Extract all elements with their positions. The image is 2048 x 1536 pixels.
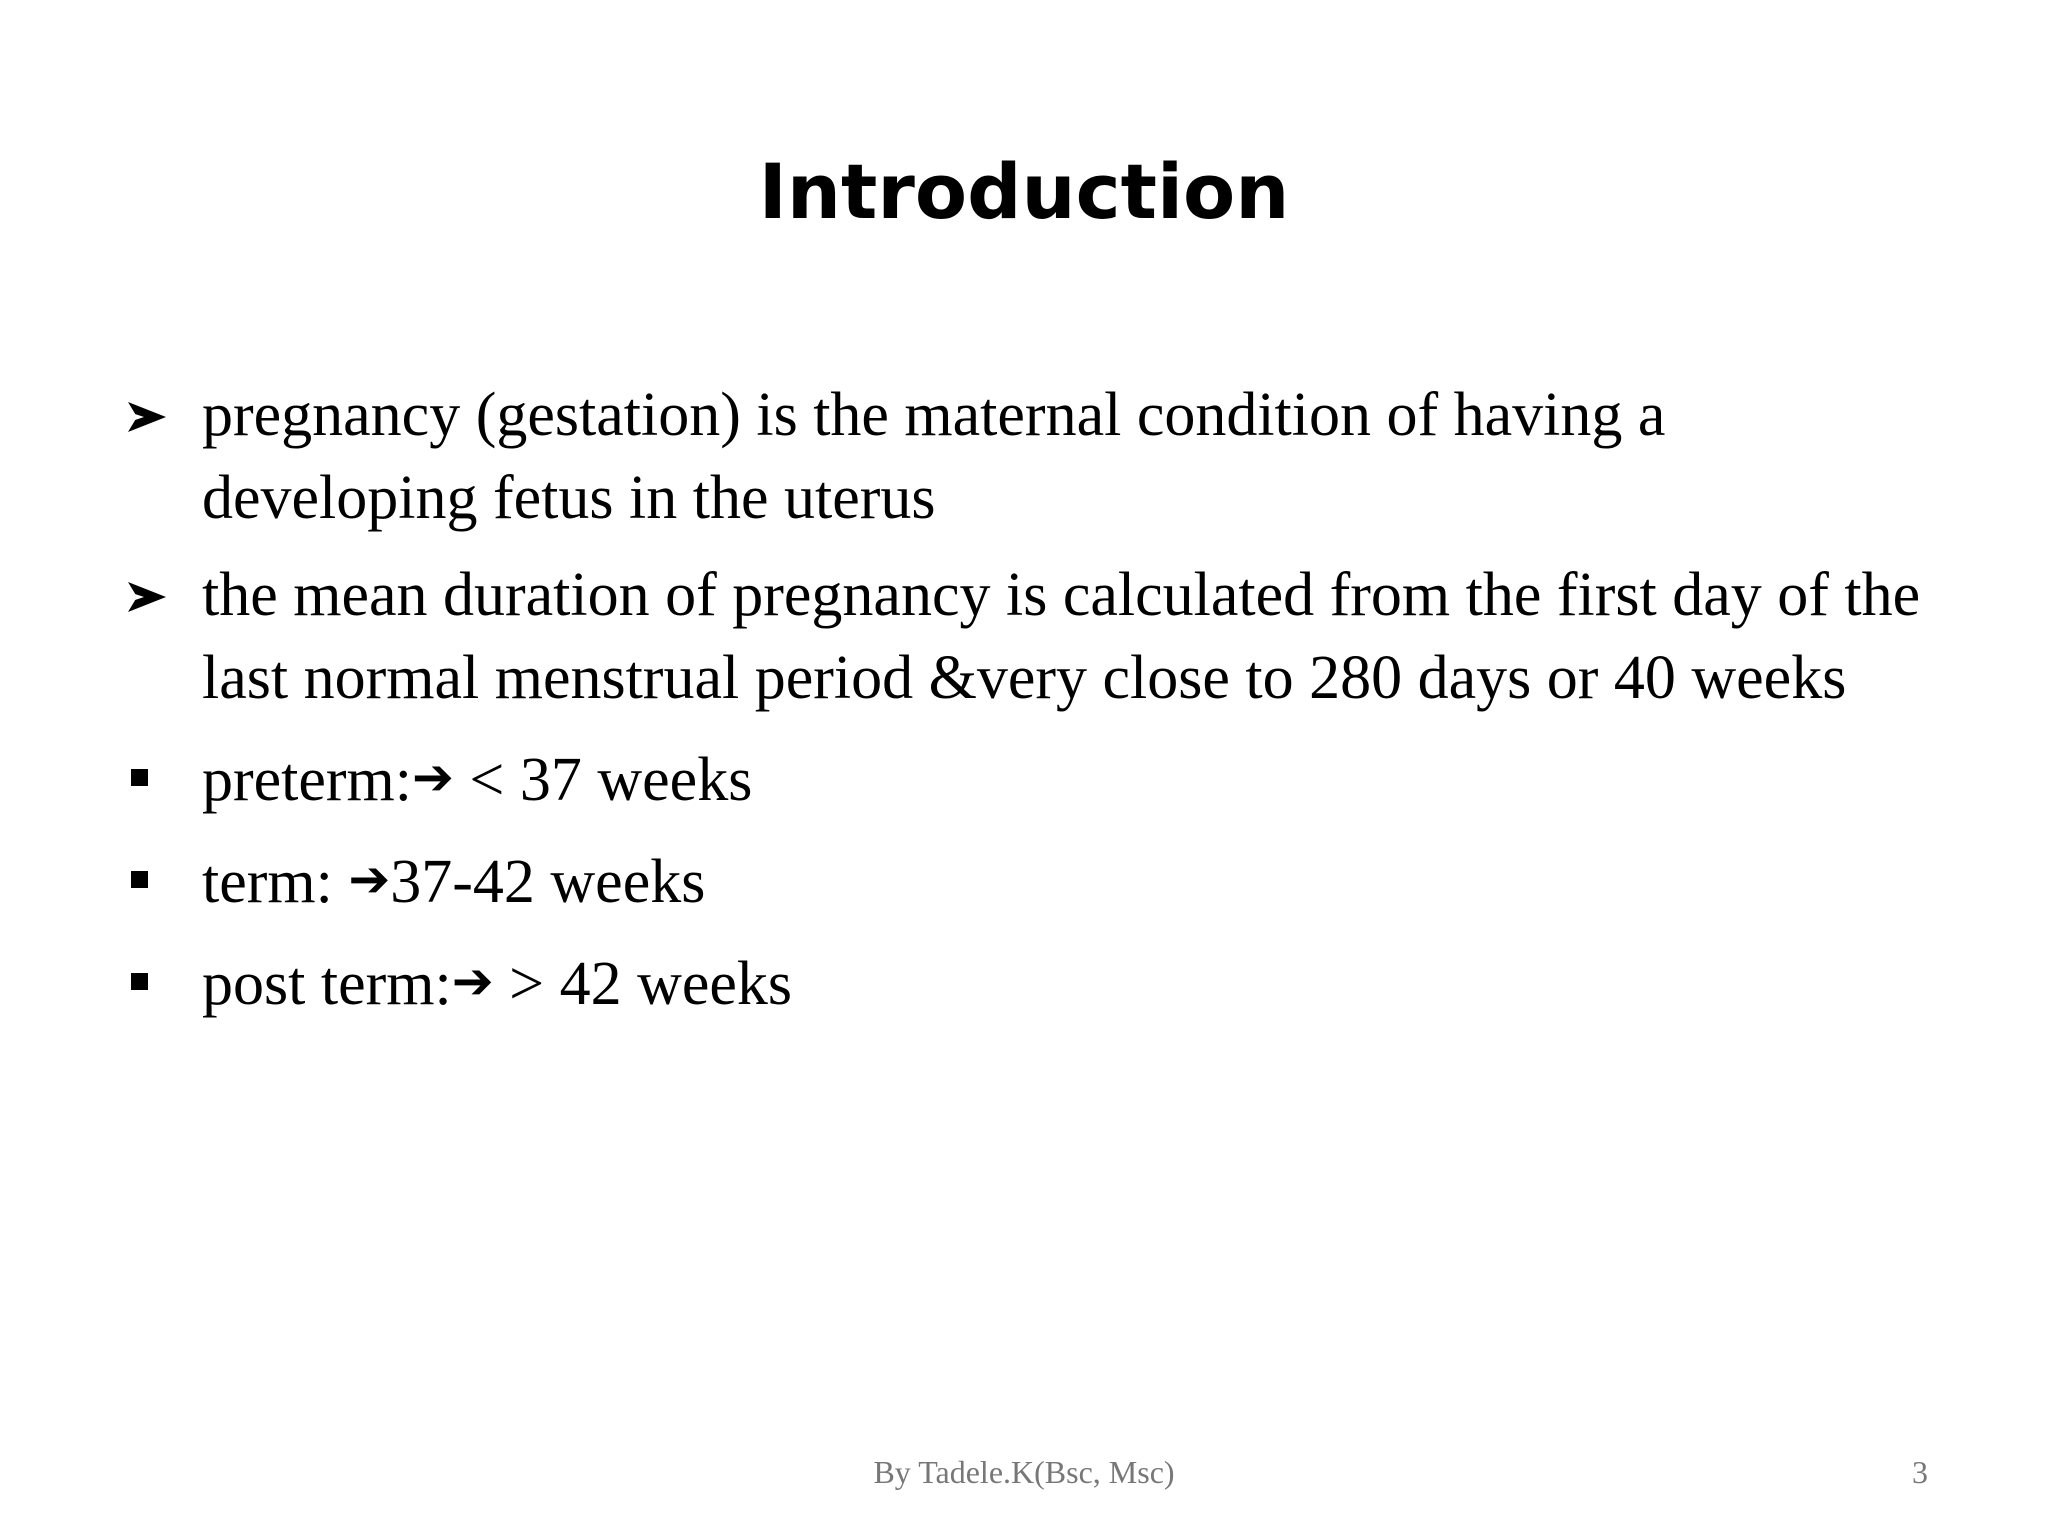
list-item (126, 374, 1956, 540)
term-label: preterm: (202, 746, 413, 814)
list-item-text: pregnancy (gestation) is the maternal condition of having a developing fetus in the uterus (202, 381, 1666, 532)
square-bullet-icon (126, 736, 186, 819)
term-value: 37-42 weeks (390, 848, 706, 916)
arrowhead-bullet-icon (126, 554, 186, 637)
right-arrow-icon: ➔ (412, 748, 454, 806)
term-label: term: (202, 848, 349, 916)
term-label: post term: (202, 950, 452, 1018)
arrowhead-bullet-icon (126, 374, 186, 457)
bullet-list (126, 374, 1956, 1026)
term-value: > 42 weeks (493, 950, 793, 1018)
footer-author: By Tadele.K(Bsc, Msc) (873, 1454, 1175, 1490)
list-item (126, 554, 1956, 720)
list-item (126, 838, 1956, 924)
right-arrow-icon: ➔ (451, 952, 494, 1010)
list-item (126, 940, 1956, 1026)
slide-title: Introduction (758, 147, 1290, 236)
page-number: 3 (1912, 1454, 1928, 1490)
list-item (126, 736, 1956, 822)
square-bullet-icon (126, 838, 186, 921)
term-value: < 37 weeks (453, 746, 753, 814)
square-bullet-icon (126, 940, 186, 1023)
list-item-text: the mean duration of pregnancy is calculated from the first day of the last normal menstrual period &very close to 280 days or 40 weeks (202, 561, 1921, 712)
right-arrow-icon: ➔ (348, 850, 391, 908)
